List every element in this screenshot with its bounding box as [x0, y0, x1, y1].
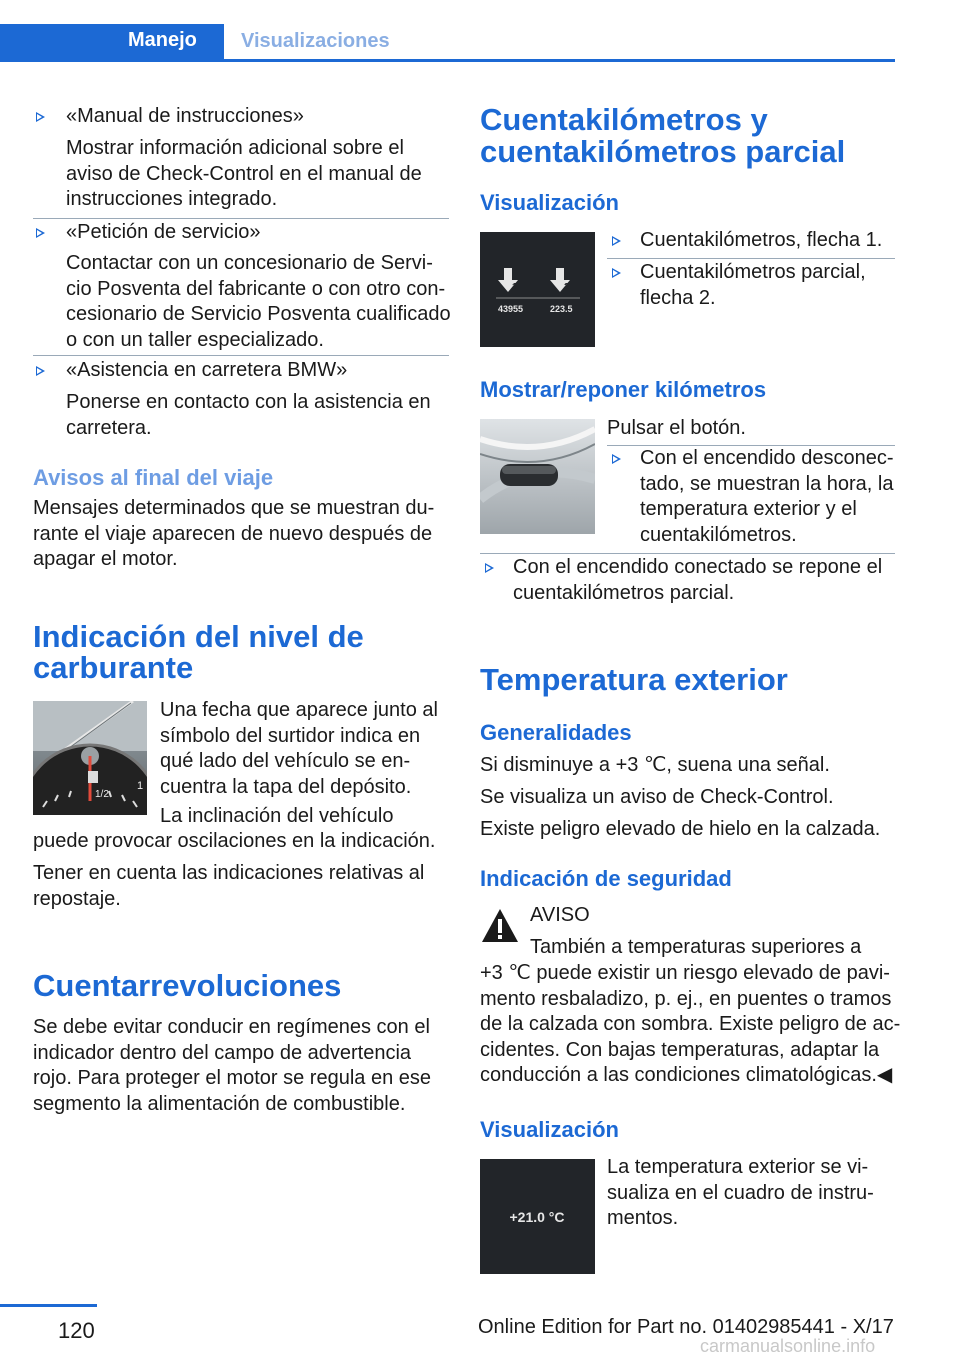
warning-text-rest: +3 ℃ puede existir un riesgo elevado de pavi- mento resbaladizo, p. ej., en puentes o tramos de la calzada con sombra. Existe peligro de ac- cidentes. Con bajas temperaturas, adaptar la conducción a las condiciones climatológicas.◀: [480, 962, 901, 1086]
list-divider: [33, 355, 449, 356]
bullet-triangle-icon: [36, 228, 45, 238]
reset-press-text: Pulsar el botón.: [607, 417, 746, 439]
heading-fuel-line1: Indicación del nivel de: [33, 619, 364, 654]
header-rule: [224, 59, 895, 62]
header-tab-manejo[interactable]: Manejo: [128, 29, 197, 51]
general-line-2: Se visualiza un aviso de Check-Control.: [480, 786, 834, 808]
reset-button-image: [480, 419, 595, 534]
fuel-inclination-text-1: La inclinación del vehículo: [160, 805, 394, 827]
general-line-1: Si disminuye a +3 ℃, suena una señal.: [480, 754, 830, 776]
list-divider: [33, 218, 449, 219]
bullet-triangle-icon: [612, 236, 621, 246]
heading-visualizacion-2: Visualización: [480, 1117, 619, 1142]
bullet-triangle-icon: [612, 268, 621, 278]
heading-odometer-line2: cuentakilómetros parcial: [480, 134, 846, 169]
header-tab-visualizaciones[interactable]: Visualizaciones: [241, 30, 390, 52]
general-line-3: Existe peligro elevado de hielo en la calzada.: [480, 818, 881, 840]
temperature-display-image: [480, 1159, 595, 1274]
fuel-side-text: Una fecha que aparece junto al símbolo del surtidor indica en qué lado del vehículo se en- cuentra la tapa del depósito.: [160, 699, 438, 798]
warning-triangle-icon: [480, 906, 520, 946]
odometer-trip-value: 223.5: [550, 304, 573, 314]
reset-item-1: Con el encendido desconec- tado, se muestran la hora, la temperatura exterior y el cuentakilómetros.: [640, 447, 894, 546]
fuel-inclination-text-2: puede provocar oscilaciones en la indicación.: [33, 830, 436, 852]
heading-odometer-line1: Cuentakilómetros y: [480, 102, 768, 137]
arrow-1-label: 1: [512, 282, 518, 293]
visualizacion-2-text: La temperatura exterior se vi- sualiza en el cuadro de instru- mentos.: [607, 1156, 874, 1229]
heading-fuel-line2: carburante: [33, 650, 194, 685]
odometer-item-1: Cuentakilómetros, flecha 1.: [640, 229, 883, 251]
fuel-note-text: Tener en cuenta las indicaciones relativas al repostaje.: [33, 862, 425, 910]
footer-edition: Online Edition for Part no. 01402985441 - X/17: [478, 1316, 894, 1338]
reset-item-2: Con el encendido conectado se repone el cuentakilómetros parcial.: [513, 556, 883, 604]
avisos-text: Mensajes determinados que se muestran du- rante el viaje aparecen de nuevo después de apagar el motor.: [33, 497, 435, 570]
heading-reset-km: Mostrar/reponer kilómetros: [480, 377, 767, 402]
section-heading-avisos: Avisos al final del viaje: [33, 465, 274, 490]
odometer-item-2: Cuentakilómetros parcial, flecha 2.: [640, 261, 866, 309]
heading-safety: Indicación de seguridad: [480, 866, 732, 891]
odometer-total-value: 43955: [498, 304, 524, 314]
heading-visualizacion: Visualización: [480, 190, 619, 215]
list-item-title: «Petición de servicio»: [66, 221, 261, 243]
bullet-triangle-icon: [36, 112, 45, 122]
bullet-triangle-icon: [612, 454, 621, 464]
list-divider: [607, 258, 895, 259]
fuel-gauge-half-label: 1/2: [95, 789, 109, 800]
fuel-gauge-image: [33, 701, 147, 815]
list-item-title: «Manual de instrucciones»: [66, 105, 304, 127]
list-divider: [480, 553, 895, 554]
warning-text-first: También a temperaturas superiores a: [530, 936, 862, 958]
heading-generalidades: Generalidades: [480, 720, 632, 745]
list-item-text: Contactar con un concesionario de Servi- cio Posventa del fabricante o con otro con- cesionario de Servicio Posventa cualificado o con un taller especializado.: [66, 252, 451, 351]
heading-rpm: Cuentarrevoluciones: [33, 968, 342, 1003]
warning-label: AVISO: [530, 904, 590, 926]
list-item-title: «Asistencia en carretera BMW»: [66, 359, 348, 381]
heading-temperature: Temperatura exterior: [480, 662, 788, 697]
temperature-display-value: +21.0 °C: [509, 1209, 565, 1225]
rpm-text: Se debe evitar conducir en regímenes con el indicador dentro del campo de advertencia rojo. Para proteger el motor se regula en ese segmento la alimentación de combustible.: [33, 1016, 431, 1115]
page-number: 120: [58, 1318, 95, 1343]
list-item-text: Ponerse en contacto con la asistencia en carretera.: [66, 391, 431, 439]
fuel-gauge-full-label: 1: [137, 780, 144, 792]
watermark: carmanualsonline.info: [700, 1336, 876, 1356]
arrow-2-label: 2: [564, 282, 570, 293]
odometer-display-image: [480, 232, 595, 347]
bullet-triangle-icon: [36, 366, 45, 376]
bullet-triangle-icon: [485, 563, 494, 573]
footer-rule: [0, 1304, 97, 1307]
list-item-text: Mostrar información adicional sobre el aviso de Check-Control en el manual de instrucciones integrado.: [66, 137, 422, 210]
